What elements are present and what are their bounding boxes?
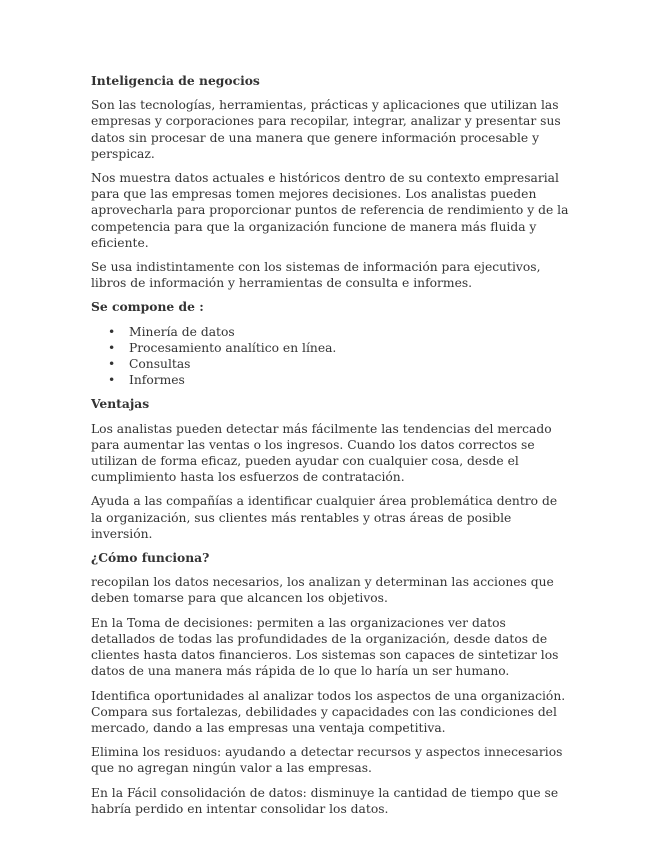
list-item-label: Consultas <box>129 357 191 372</box>
how-paragraph: Identifica oportunidades al analizar todos los aspectos de una organización. Compara sus fortalezas, debilidades y capacidades con las condiciones del mercado, dando a las empresas una ventaja competitiva. <box>91 688 566 735</box>
intro-paragraph: Nos muestra datos actuales e históricos dentro de su contexto empresarial para que las empresas tomen mejores decisiones. Los analistas pueden aprovecharla para proporcionar puntos de referencia de rendimiento y de la competencia para que la organización funcione de manera más fluida y eficiente. <box>91 171 569 250</box>
advantages-paragraph: Ayuda a las compañías a identificar cualquier área problemática dentro de la organización, sus clientes más rentables y otras áreas de posible inversión. <box>91 494 558 541</box>
how-it-works-heading: ¿Cómo funciona? <box>91 550 210 566</box>
how-paragraph: Elimina los residuos: ayudando a detectar recursos y aspectos innecesarios que no agregan ningún valor a las empresas. <box>91 745 563 776</box>
how-paragraph: recopilan los datos necesarios, los analizan y determinan las acciones que deben tomarse para que alcancen los objetivos. <box>91 575 554 606</box>
bullet-icon: • <box>108 340 116 355</box>
list-item <box>108 372 571 388</box>
list-item-label: Informes <box>129 373 185 388</box>
list-item-label: Minería de datos <box>129 324 235 339</box>
components-list <box>91 324 571 389</box>
bullet-icon: • <box>108 324 116 339</box>
advantages-heading: Ventajas <box>91 396 150 412</box>
how-paragraph: En la Toma de decisiones: permiten a las organizaciones ver datos detallados de todas las profundidades de la organización, desde datos de clientes hasta datos financieros. Los sistemas son capaces de sintetizar los datos de una manera más rápida de lo que lo haría un ser humano. <box>91 615 559 679</box>
list-item <box>108 324 571 340</box>
components-heading: Se compone de : <box>91 299 204 315</box>
list-item <box>108 356 571 372</box>
document-title: Inteligencia de negocios <box>91 73 260 88</box>
how-paragraph: En la Fácil consolidación de datos: disminuye la cantidad de tiempo que se habría perdido en intentar consolidar los datos. <box>91 785 559 816</box>
list-item <box>108 340 571 356</box>
bullet-icon: • <box>108 373 116 388</box>
intro-paragraph: Son las tecnologías, herramientas, prácticas y aplicaciones que utilizan las empresas y corporaciones para recopilar, integrar, analizar y presentar sus datos sin procesar de una manera que genere información procesable y perspicaz. <box>91 98 561 161</box>
intro-paragraph: Se usa indistintamente con los sistemas de información para ejecutivos, libros de información y herramientas de consulta e informes. <box>91 260 541 291</box>
bullet-icon: • <box>108 357 116 372</box>
advantages-paragraph: Los analistas pueden detectar más fácilmente las tendencias del mercado para aumentar las ventas o los ingresos. Cuando los datos correctos se utilizan de forma eficaz, pueden ayudar con cualquier cosa, desde el cumplimiento hasta los esfuerzos de contratación. <box>91 421 552 485</box>
list-item-label: Procesamiento analítico en línea. <box>129 340 337 355</box>
document-page <box>91 73 571 825</box>
